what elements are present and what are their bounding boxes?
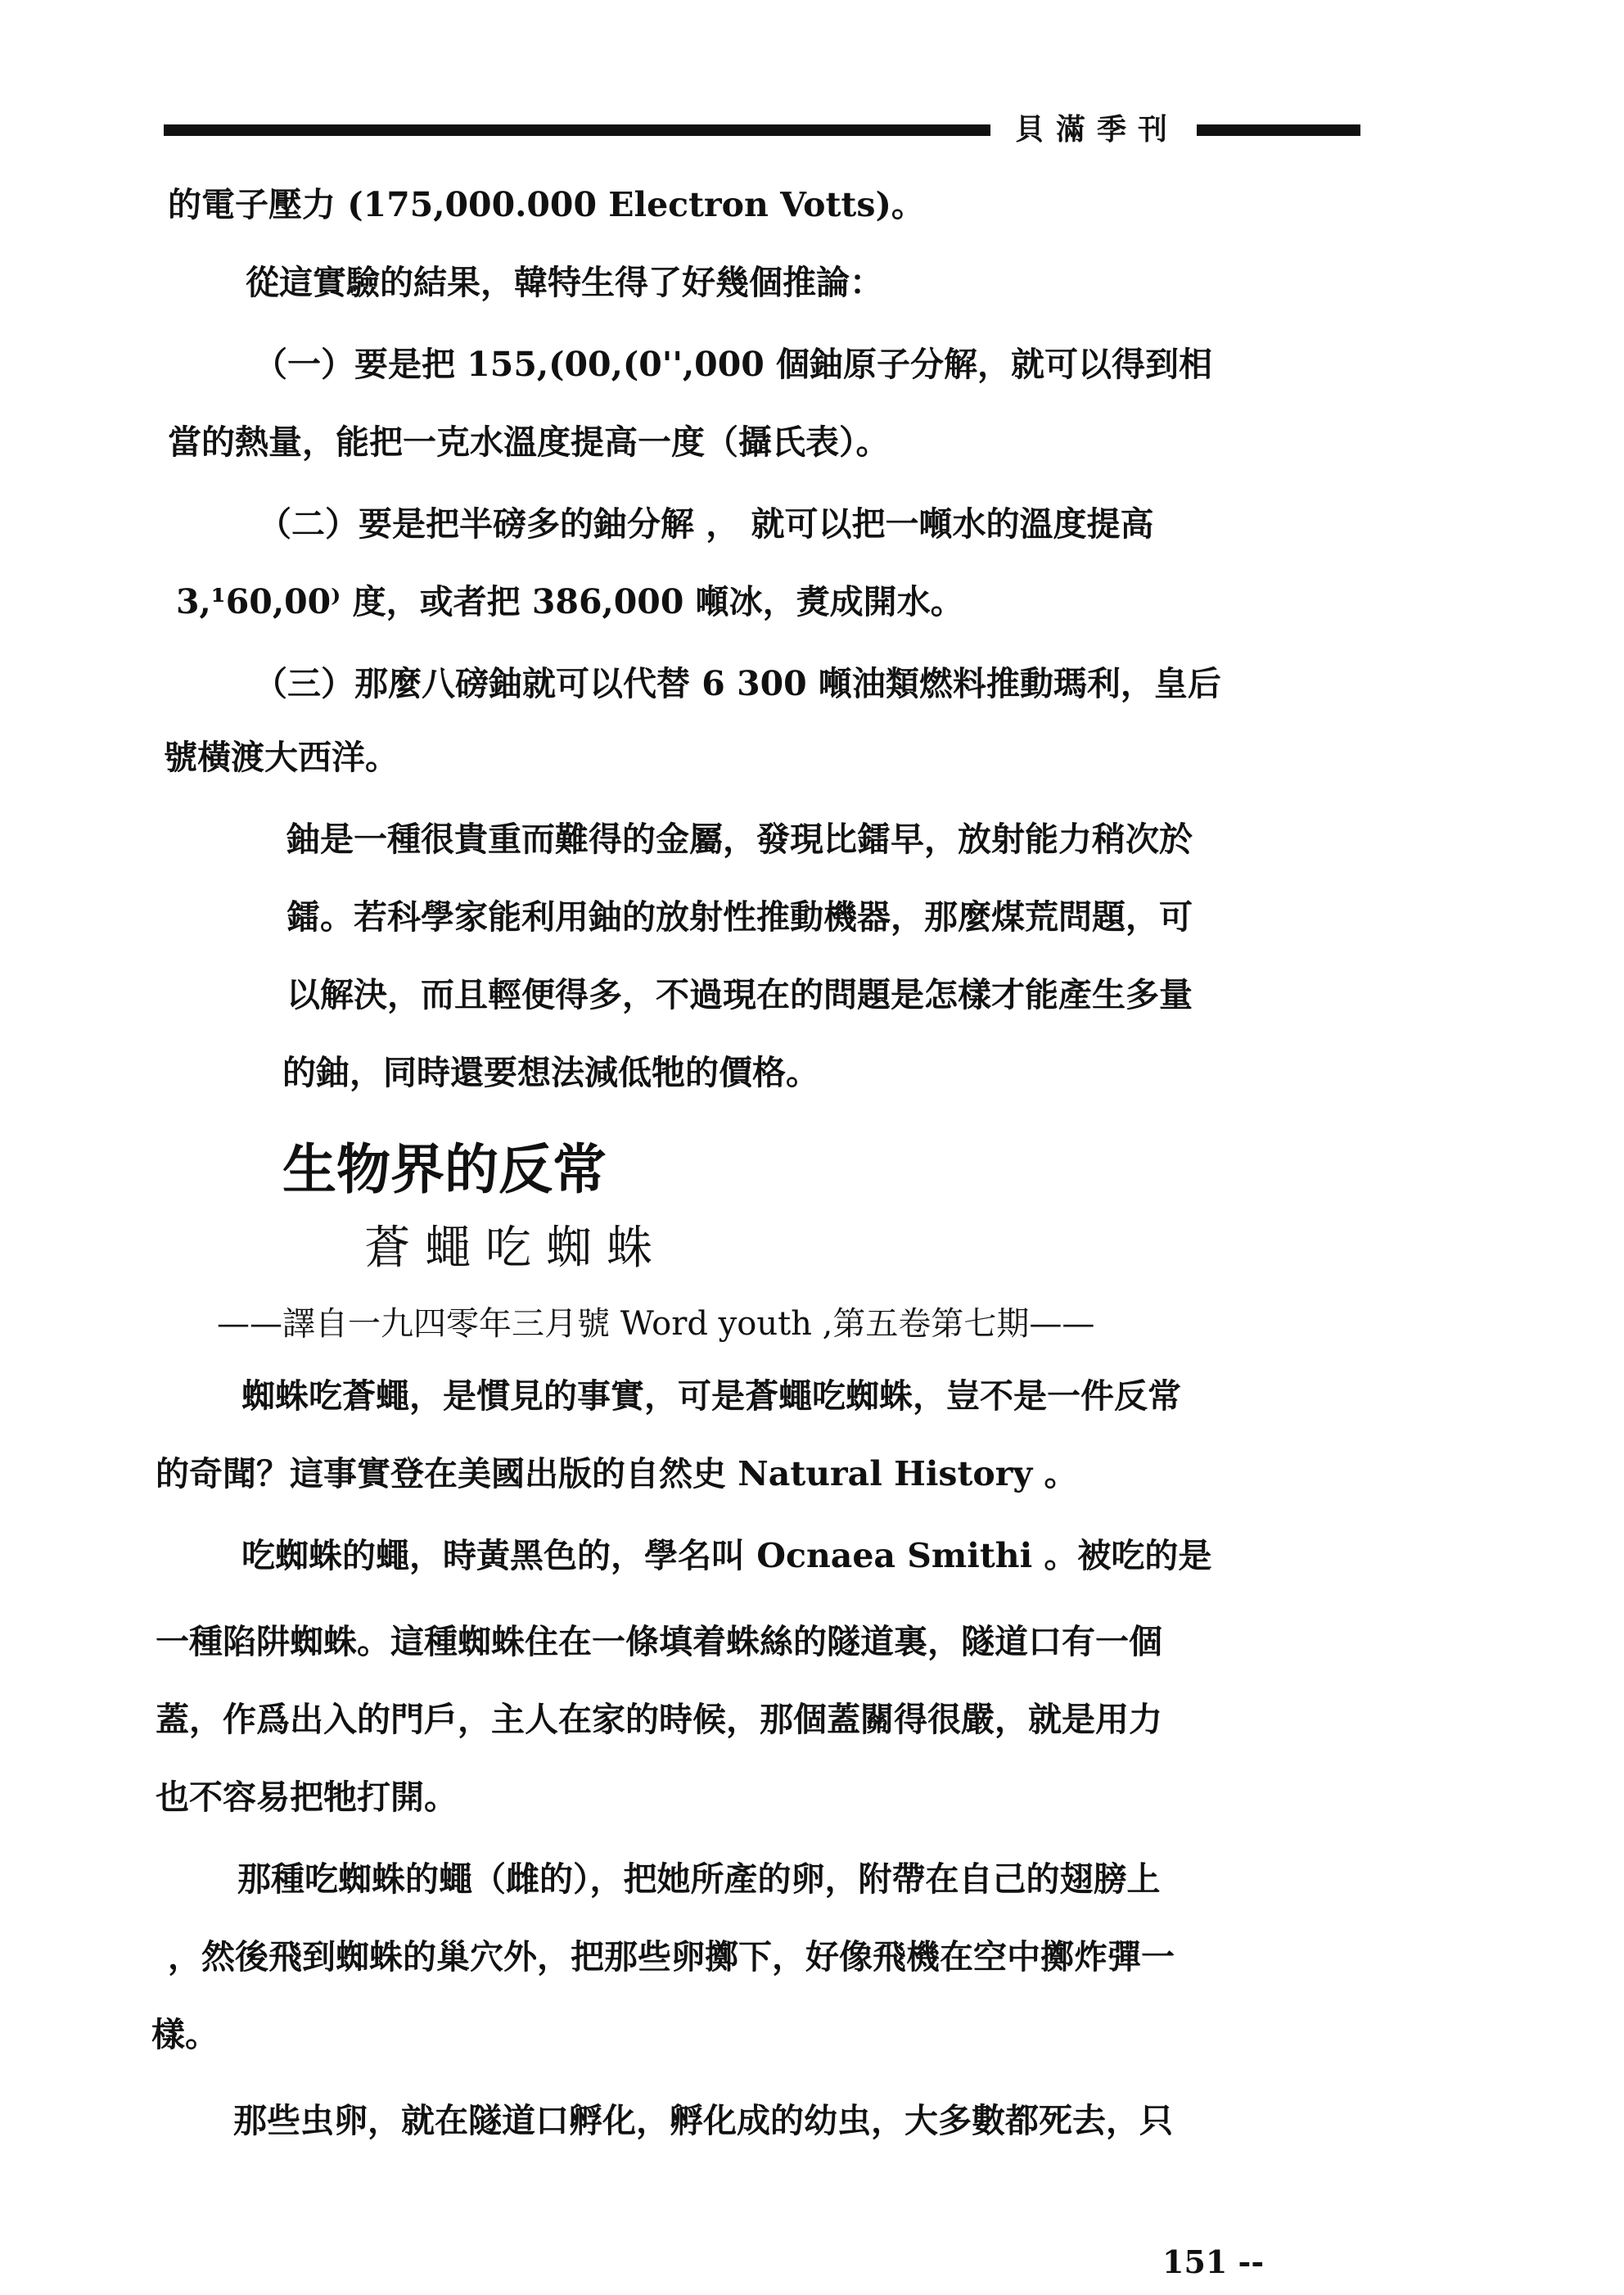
text-line: 當的熱量，能把一克水溫度提高一度（攝氏表）。 [168,422,890,462]
text-line: 的奇聞？這事實登在美國出版的自然史 Natural History 。 [156,1454,1078,1493]
indented-text-line: 以解決，而且輕便得多，不過現在的問題是怎樣才能產生多量 [286,975,1193,1014]
text-line: 那種吃蜘蛛的蠅（雌的），把她所產的卵，附帶在自己的翅膀上 [237,1859,1161,1899]
text-line: 一種陷阱蜘蛛。這種蜘蛛住在一條填着蛛絲的隧道裏，隧道口有一個 [156,1622,1162,1661]
text-line: （一）要是把 155,(00,(0'',000 個鈾原子分解，就可以得到相 [254,345,1213,384]
header-rule-right [1197,124,1360,136]
indented-text-line: 的鈾，同時還要想法減低牠的價格。 [282,1053,819,1092]
text-line: 蜘蛛吃蒼蠅，是慣見的事實，可是蒼蠅吃蜘蛛，豈不是一件反常 [241,1376,1181,1416]
section-title: 生物界的反常 [282,1137,607,1201]
text-line: （三）那麼八磅鈾就可以代替 6 300 噸油類燃料推動瑪利，皇后 [254,664,1221,703]
text-line: ，然後飛到蜘蛛的巢穴外，把那些卵擲下，好像飛機在空中擲炸彈一 [168,1937,1175,1977]
text-line: 從這實驗的結果，韓特生得了好幾個推論： [246,263,883,302]
section-subtitle: 蒼蠅吃蜘蛛 [364,1222,667,1275]
source-note: ——譯自一九四零年三月號 Word youth ,第五卷第七期—— [217,1305,1095,1343]
text-line: 樣。 [151,2015,219,2054]
header-rule-left [164,124,990,136]
text-line: 3,¹60,00⁾ 度，或者把 386,000 噸冰，煑成開水。 [176,582,964,621]
text-line: （二）要是把半磅多的鈾分解 ， 就可以把一噸水的溫度提高 [258,504,1154,544]
text-line: 吃蜘蛛的蠅，時黃黑色的，學名叫 Ocnaea Smithi 。被吃的是 [241,1536,1212,1575]
indented-text-line: 鈾是一種很貴重而難得的金屬，發現比鐳早，放射能力稍次於 [286,820,1193,859]
text-line: 號橫渡大西洋。 [164,738,399,777]
text-line: 的電子壓力 (175,000.000 Electron Votts)。 [168,185,925,224]
journal-name: 貝滿季刊 [1014,112,1179,147]
page-number: 151 -- [1162,2243,1265,2280]
text-line: 也不容易把牠打開。 [156,1778,458,1817]
text-line: 那些虫卵，就在隧道口孵化，孵化成的幼虫，大多數都死去，只 [233,2101,1173,2140]
indented-text-line: 鐳。若科學家能利用鈾的放射性推動機器，那麼煤荒問題，可 [286,897,1193,937]
text-line: 蓋，作爲出入的門戶，主人在家的時候，那個蓋關得很嚴，就是用力 [156,1700,1162,1739]
